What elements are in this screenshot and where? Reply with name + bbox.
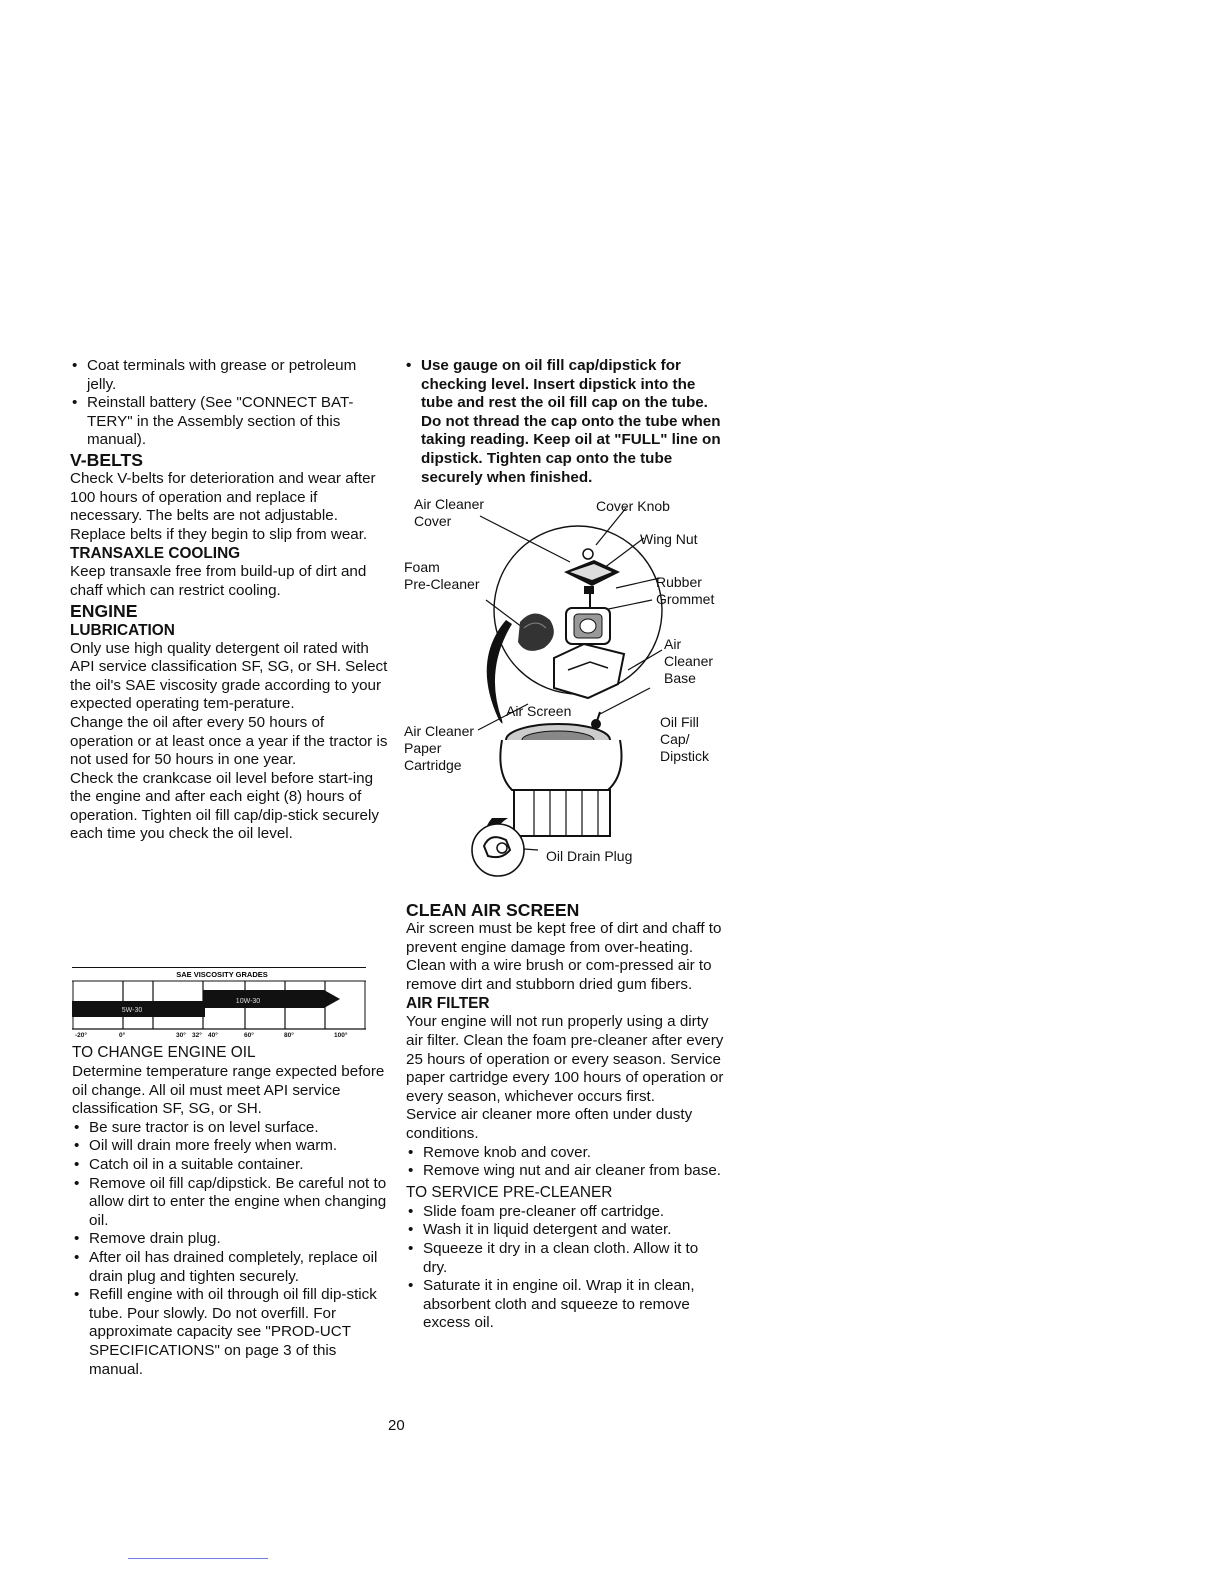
- tick-label: 0°: [119, 1032, 126, 1039]
- label-air-cleaner-base: Air Cleaner Base: [664, 636, 714, 686]
- change-oil-bullet-list: [72, 1119, 388, 1379]
- label-wing-nut: Wing Nut: [640, 531, 698, 547]
- change-oil-section: [72, 1041, 388, 1379]
- air-filter-paragraph-1: Your engine will not run properly using a dirty air filter. Clean the foam pre-cleaner after every 25 hours of operation or every season. Service paper cartridge every 100 hours of operation or every season, whichever occurs first.: [406, 1013, 724, 1105]
- transaxle-text: Keep transaxle free from build-up of dirt and chaff which can restrict cooling.: [70, 563, 367, 599]
- tick-label: 60°: [244, 1032, 254, 1039]
- lubrication-heading: LUBRICATION: [70, 621, 175, 639]
- label-foam-precleaner: Foam Pre-Cleaner: [404, 559, 480, 592]
- label-air-cleaner-paper-cartridge: Air Cleaner Paper Cartridge: [404, 723, 475, 773]
- tick-label: 80°: [284, 1032, 294, 1039]
- tick-label: -20°: [75, 1032, 87, 1039]
- list-item: • Remove oil fill cap/dipstick. Be careful not to allow dirt to enter the engine when changing oil.: [72, 1175, 388, 1231]
- label-air-screen: Air Screen: [506, 703, 572, 719]
- list-item: • Reinstall battery (See "CONNECT BAT-TERY" in the Assembly section of this manual).: [70, 394, 388, 450]
- right-column-bottom: [406, 900, 724, 1333]
- list-item: • Coat terminals with grease or petroleum jelly.: [70, 357, 388, 394]
- grade-10w30-label: 10W-30: [235, 998, 261, 1005]
- label-oil-drain-plug: Oil Drain Plug: [546, 848, 633, 864]
- list-item: • Use gauge on oil fill cap/dipstick for checking level. Insert dipstick into the tube and rest the oil fill cap on the tube. Do not thread the cap onto the tube when taking reading. Keep oil at "FULL" line on dipstick. Tighten cap onto the tube securely when finished.: [404, 357, 722, 487]
- label-rubber-grommet: Rubber Grommet: [656, 574, 715, 607]
- list-item: • Wash it in liquid detergent and water.: [406, 1221, 724, 1240]
- air-filter-bullet-list: [406, 1144, 724, 1181]
- list-item: • Saturate it in engine oil. Wrap it in clean, absorbent cloth and squeeze to remove excess oil.: [406, 1277, 724, 1333]
- sae-viscosity-chart: [72, 967, 366, 1039]
- change-oil-text: Determine temperature range expected before oil change. All oil must meet API service classification SF, SG, or SH.: [72, 1063, 385, 1118]
- clean-air-screen-text: Air screen must be kept free of dirt and chaff to prevent engine damage from over-heating. Clean with a wire brush or com-pressed air to remove dirt and stubborn dried gum fibers.: [406, 920, 722, 993]
- list-item: • Remove drain plug.: [72, 1230, 388, 1249]
- tick-label: 30°: [176, 1032, 186, 1039]
- list-item: • After oil has drained completely, replace oil drain plug and tighten securely.: [72, 1249, 388, 1286]
- label-oil-fill-cap-dipstick: Oil Fill Cap/ Dipstick: [660, 714, 710, 764]
- air-filter-heading: AIR FILTER: [406, 995, 490, 1013]
- change-oil-heading: TO CHANGE ENGINE OIL: [72, 1044, 256, 1061]
- list-item: • Remove wing nut and air cleaner from base.: [406, 1162, 724, 1181]
- tick-label: 100°: [334, 1032, 348, 1039]
- list-item: • Slide foam pre-cleaner off cartridge.: [406, 1203, 724, 1222]
- vbelts-heading: V-BELTS: [70, 449, 143, 470]
- air-filter-paragraph-2: Service air cleaner more often under dusty conditions.: [406, 1106, 693, 1142]
- pre-cleaner-heading: TO SERVICE PRE-CLEANER: [406, 1183, 613, 1201]
- lubrication-paragraph-3: Check the crankcase oil level before start-ing the engine and after each eight (8) hours of operation. Tighten oil fill cap/dip-stick securely each time you check the oil level.: [70, 769, 379, 843]
- engine-air-cleaner-diagram: [398, 490, 728, 890]
- grade-5w30-label: 5W-30: [121, 1007, 143, 1014]
- list-item: • Be sure tractor is on level surface.: [72, 1119, 388, 1138]
- left-column: [70, 357, 388, 844]
- list-item: • Oil will drain more freely when warm.: [72, 1137, 388, 1156]
- label-cover-knob: Cover Knob: [596, 498, 670, 514]
- viscosity-chart-title: SAE VISCOSITY GRADES: [176, 970, 268, 979]
- engine-heading: ENGINE: [70, 600, 138, 621]
- lubrication-paragraph-2: Change the oil after every 50 hours of operation or at least once a year if the tractor is not used for 50 hours in one year.: [70, 713, 388, 769]
- divider: [128, 1558, 268, 1559]
- tick-label: 40°: [208, 1032, 218, 1039]
- list-item: • Refill engine with oil through oil fill dip-stick tube. Pour slowly. Do not overfill. For approximate capacity see "PROD-UCT SPECIFICATIONS" on page 3 of this manual.: [72, 1286, 388, 1379]
- dipstick-bullet-list: [404, 357, 722, 487]
- transaxle-heading: TRANSAXLE COOLING: [70, 545, 241, 563]
- list-item: • Catch oil in a suitable container.: [72, 1156, 388, 1175]
- lubrication-paragraph-1: Only use high quality detergent oil rated with API service classification SF, SG, or SH. Select the oil's SAE viscosity grade according to your expected operating tem-perature.: [70, 639, 388, 713]
- list-item: • Squeeze it dry in a clean cloth. Allow it to dry.: [406, 1240, 724, 1277]
- clean-air-screen-heading: CLEAN AIR SCREEN: [406, 900, 580, 920]
- tick-label: 32°: [192, 1032, 202, 1039]
- grade-10w30-bar: [203, 990, 340, 1008]
- label-air-cleaner-cover: Air Cleaner Cover: [414, 496, 485, 529]
- battery-bullet-list: [70, 357, 388, 450]
- right-column-top: [404, 357, 722, 487]
- pre-cleaner-bullet-list: [406, 1203, 724, 1333]
- vbelts-text: Check V-belts for deterioration and wear after 100 hours of operation and replace if necessary. The belts are not adjustable. Replace belts if they begin to slip from wear.: [70, 469, 376, 543]
- page-number: 20: [388, 1417, 405, 1434]
- list-item: • Remove knob and cover.: [406, 1144, 724, 1163]
